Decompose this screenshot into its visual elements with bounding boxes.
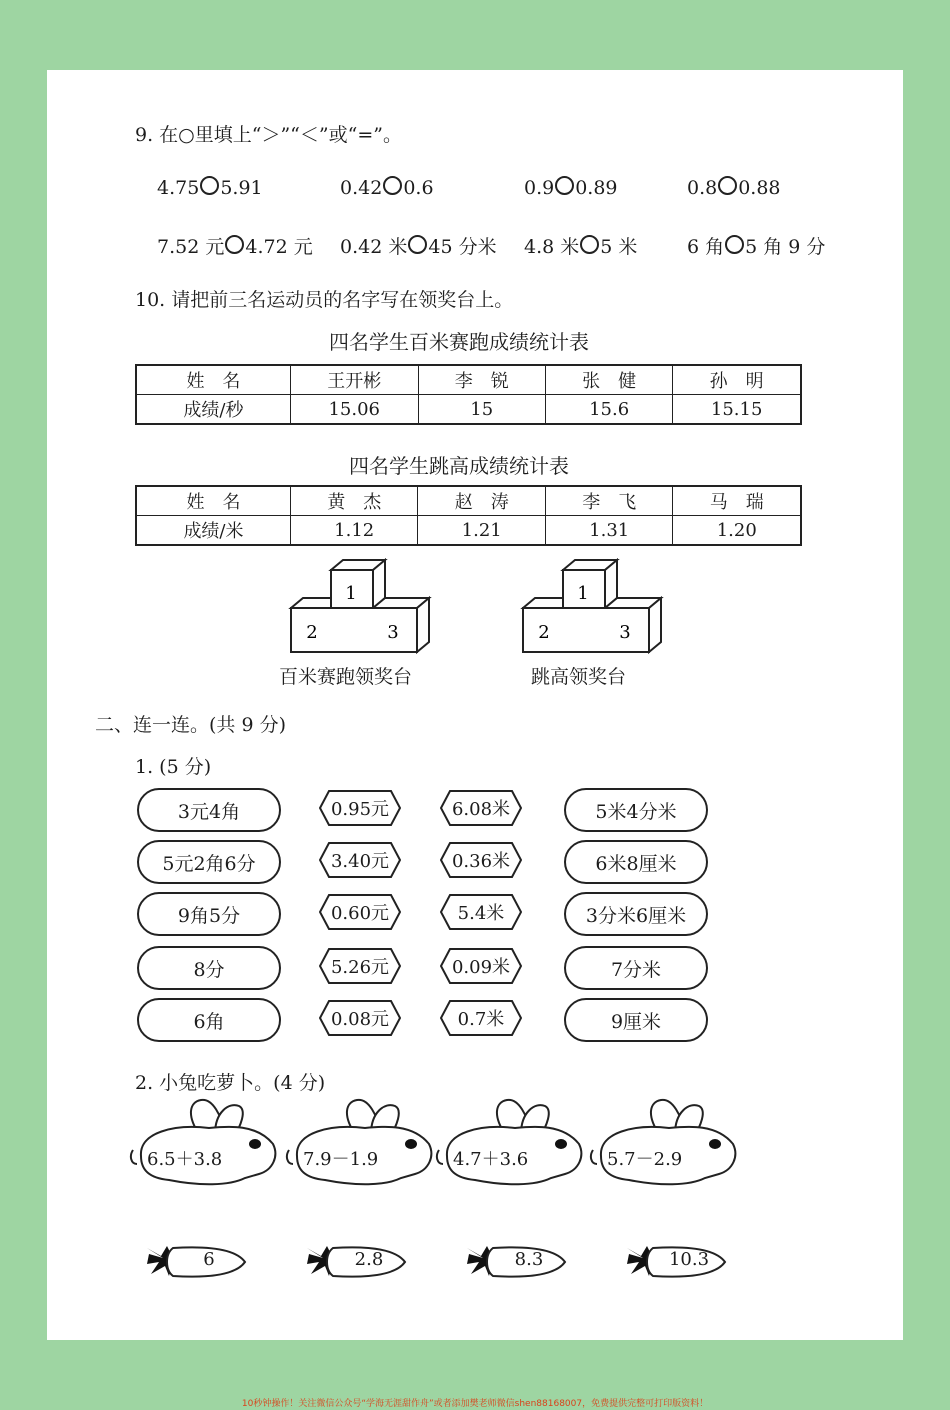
comparison-left: 4.8 米 xyxy=(524,236,580,258)
answer-circle[interactable] xyxy=(408,235,427,254)
comparison-item xyxy=(687,232,825,259)
high-jump-table xyxy=(135,485,802,546)
match-hex-yuan[interactable] xyxy=(319,842,401,878)
table-cell: 15.15 xyxy=(673,395,801,425)
footer-notice: 10秒钟操作！关注微信公众号“学海无涯甜作舟”或者添加樊老师微信shen88168007，免费提供完整可打印版资料！ xyxy=(241,1399,709,1409)
match-hex-yuan[interactable] xyxy=(319,1000,401,1036)
sprint-table xyxy=(135,364,802,425)
sprint-podium-label: 百米赛跑领奖台 xyxy=(279,666,413,688)
match-pill-right[interactable]: 5米4分米 xyxy=(564,788,708,832)
comparison-right: 5 角 9 分 xyxy=(745,236,826,258)
section2-q2-title: 2. 小兔吃萝卜。(4 分) xyxy=(135,1072,326,1094)
q10-title: 10. 请把前三名运动员的名字写在领奖台上。 xyxy=(135,289,514,311)
match-hex-mi[interactable] xyxy=(440,948,522,984)
comparison-right: 0.89 xyxy=(575,177,618,199)
match-hex-label: 0.36米 xyxy=(451,851,511,872)
rabbit-figure[interactable] xyxy=(589,1098,739,1188)
match-hex-mi[interactable] xyxy=(440,1000,522,1036)
table-cell: 1.20 xyxy=(673,516,801,546)
table-cell: 赵 涛 xyxy=(418,486,546,516)
match-hex-yuan[interactable] xyxy=(319,894,401,930)
answer-circle[interactable] xyxy=(225,235,244,254)
answer-circle[interactable] xyxy=(555,176,574,195)
comparison-item xyxy=(687,176,781,199)
high-jump-podium xyxy=(519,558,669,658)
match-hex-label: 6.08米 xyxy=(451,799,511,820)
table-cell: 15 xyxy=(418,395,545,425)
podium-second: 2 xyxy=(306,622,318,643)
comparison-right: 4.72 元 xyxy=(245,236,313,258)
sprint-podium xyxy=(287,558,437,658)
comparison-item xyxy=(157,176,263,199)
section2-q1-title: 1. (5 分) xyxy=(135,756,212,778)
table-cell: 1.12 xyxy=(290,516,418,546)
match-hex-yuan[interactable] xyxy=(319,948,401,984)
match-hex-mi[interactable] xyxy=(440,790,522,826)
worksheet-page xyxy=(47,70,903,1340)
table-cell: 1.31 xyxy=(545,516,673,546)
match-hex-label: 0.95元 xyxy=(330,799,390,820)
comparison-right: 0.6 xyxy=(403,177,434,199)
table-cell: 李 锐 xyxy=(418,365,545,395)
answer-circle[interactable] xyxy=(718,176,737,195)
table-cell: 成绩/米 xyxy=(136,516,290,546)
carrot-figure[interactable] xyxy=(145,1242,250,1282)
table-cell: 15.6 xyxy=(545,395,672,425)
match-pill-left[interactable]: 6角 xyxy=(137,998,281,1042)
carrot-number: 8.3 xyxy=(514,1249,544,1270)
table-cell: 张 健 xyxy=(545,365,672,395)
comparison-left: 0.9 xyxy=(524,177,555,199)
match-hex-mi[interactable] xyxy=(440,842,522,878)
q9-title: 9. 在○里填上“＞”“＜”或“=”。 xyxy=(135,124,402,146)
comparison-item xyxy=(157,232,313,259)
table-cell: 1.21 xyxy=(418,516,546,546)
rabbit-figure[interactable] xyxy=(435,1098,585,1188)
comparison-right: 5.91 xyxy=(220,177,263,199)
podium-third: 3 xyxy=(387,622,399,643)
table1-title: 四名学生百米赛跑成绩统计表 xyxy=(329,330,589,354)
match-pill-right[interactable]: 3分米6厘米 xyxy=(564,892,708,936)
answer-circle[interactable] xyxy=(580,235,599,254)
match-pill-right[interactable]: 6米8厘米 xyxy=(564,840,708,884)
comparison-left: 0.8 xyxy=(687,177,718,199)
match-pill-right[interactable]: 7分米 xyxy=(564,946,708,990)
match-pill-left[interactable]: 8分 xyxy=(137,946,281,990)
answer-circle[interactable] xyxy=(383,176,402,195)
table-cell: 李 飞 xyxy=(545,486,673,516)
rabbit-expression: 7.9－1.9 xyxy=(303,1149,379,1170)
comparison-right: 5 米 xyxy=(600,236,638,258)
match-pill-left[interactable]: 9角5分 xyxy=(137,892,281,936)
match-pill-left[interactable]: 5元2角6分 xyxy=(137,840,281,884)
carrot-number: 6 xyxy=(203,1249,215,1270)
rabbit-figure[interactable] xyxy=(129,1098,279,1188)
comparison-left: 4.75 xyxy=(157,177,200,199)
table-cell: 成绩/秒 xyxy=(136,395,290,425)
answer-circle[interactable] xyxy=(725,235,744,254)
comparison-left: 0.42 xyxy=(340,177,383,199)
high-jump-podium-label: 跳高领奖台 xyxy=(531,666,627,688)
comparison-left: 6 角 xyxy=(687,236,725,258)
table-cell: 15.06 xyxy=(290,395,418,425)
table-cell: 孙 明 xyxy=(673,365,801,395)
match-hex-label: 0.09米 xyxy=(451,957,511,978)
podium-second: 2 xyxy=(538,622,550,643)
table-cell: 黄 杰 xyxy=(290,486,418,516)
carrot-figure[interactable] xyxy=(465,1242,570,1282)
rabbit-figure[interactable] xyxy=(285,1098,435,1188)
carrot-number: 2.8 xyxy=(354,1249,384,1270)
carrot-figure[interactable] xyxy=(305,1242,410,1282)
match-pill-right[interactable]: 9厘米 xyxy=(564,998,708,1042)
podium-third: 3 xyxy=(619,622,631,643)
comparison-left: 7.52 元 xyxy=(157,236,225,258)
section2-title: 二、连一连。(共 9 分) xyxy=(95,714,286,736)
carrot-figure[interactable] xyxy=(625,1242,730,1282)
match-hex-label: 0.7米 xyxy=(457,1009,505,1030)
table-cell: 王开彬 xyxy=(290,365,418,395)
match-hex-label: 3.40元 xyxy=(330,851,390,872)
match-pill-left[interactable]: 3元4角 xyxy=(137,788,281,832)
match-hex-label: 0.08元 xyxy=(330,1009,390,1030)
podium-first: 1 xyxy=(577,583,589,604)
carrot-number: 10.3 xyxy=(668,1249,710,1270)
match-hex-label: 5.4米 xyxy=(457,903,505,924)
match-hex-mi[interactable] xyxy=(440,894,522,930)
table-cell: 马 瑞 xyxy=(673,486,801,516)
match-hex-label: 0.60元 xyxy=(330,903,390,924)
comparison-left: 0.42 米 xyxy=(340,236,408,258)
comparison-item xyxy=(340,232,497,259)
match-hex-label: 5.26元 xyxy=(330,957,390,978)
table2-title: 四名学生跳高成绩统计表 xyxy=(349,454,569,478)
podium-first: 1 xyxy=(345,583,357,604)
rabbit-expression: 6.5＋3.8 xyxy=(147,1149,223,1170)
table-cell: 姓 名 xyxy=(136,365,290,395)
comparison-item xyxy=(340,176,434,199)
match-hex-yuan[interactable] xyxy=(319,790,401,826)
comparison-right: 45 分米 xyxy=(428,236,497,258)
comparison-item xyxy=(524,176,618,199)
comparison-right: 0.88 xyxy=(738,177,781,199)
comparison-item xyxy=(524,232,637,259)
answer-circle[interactable] xyxy=(200,176,219,195)
rabbit-expression: 4.7＋3.6 xyxy=(453,1149,529,1170)
rabbit-expression: 5.7－2.9 xyxy=(607,1149,683,1170)
table-cell: 姓 名 xyxy=(136,486,290,516)
